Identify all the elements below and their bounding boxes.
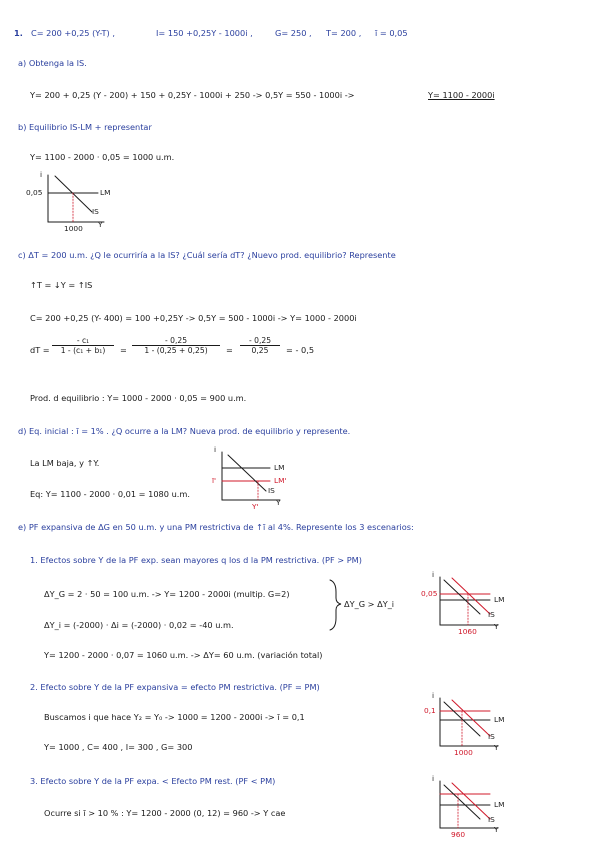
graph-b-i-axis-label: i (40, 170, 43, 179)
graph-e2-y-value: 1000 (454, 748, 473, 757)
graph-e1-i-value: 0,05 (421, 589, 438, 598)
section-c-prod: Prod. d equilibrio : Y= 1000 - 2000 · 0,05 = 900 u.m. (30, 393, 247, 403)
scenario-1-line1: ΔY_G = 2 · 50 = 100 u.m. -> Y= 1200 - 2000i (multip. G=2) (44, 589, 290, 599)
graph-e3-i-axis-label: i (432, 774, 435, 783)
graph-b-is-label: IS (92, 207, 99, 216)
scenario-2-line2: Y= 1000 , C= 400 , I= 300 , G= 300 (44, 742, 193, 752)
graph-b-i-value: 0,05 (26, 188, 43, 197)
graph-e1-i-axis-label: i (432, 570, 435, 579)
dt-fraction-values-num: - 0,25 (132, 336, 220, 346)
graph-e1-y-axis-label: Y (494, 622, 499, 631)
graph-e3-lm-label: LM (494, 800, 505, 809)
graph-b-y-value: 1000 (64, 224, 83, 233)
graph-b-lm-label: LM (100, 188, 111, 197)
section-c-line1: ↑T = ↓Y = ↑IS (30, 280, 93, 290)
section-d-line1: La LM baja, y ↑Y. (30, 458, 100, 468)
scenario-1-title: 1. Efectos sobre Y de la PF exp. sean mayores q los d la PM restrictiva. (PF > PM) (30, 555, 362, 565)
graph-e2-i-axis-label: i (432, 691, 435, 700)
taxes: T= 200 , (326, 28, 362, 38)
section-b-equation: Y= 1100 - 2000 · 0,05 = 1000 u.m. (30, 152, 175, 162)
graph-e2-y-axis-label: Y (494, 743, 499, 752)
graph-d-is-label: IS (268, 486, 275, 495)
graph-e1-y-value: 1060 (458, 627, 477, 636)
government-spending: G= 250 , (275, 28, 312, 38)
section-c-line2: C= 200 +0,25 (Y- 400) = 100 +0,25Y -> 0,5Y = 500 - 1000i -> Y= 1000 - 2000i (30, 313, 357, 323)
section-d-line2: Eq: Y= 1100 - 2000 · 0,01 = 1080 u.m. (30, 489, 190, 499)
section-b-title: b) Equilibrio IS-LM + representar (18, 122, 152, 132)
graph-e3-y-axis-label: Y (494, 825, 499, 834)
dt-fraction-simplified-den: 0,25 (251, 346, 269, 355)
graph-e1-is-label: IS (488, 610, 495, 619)
scenario-2-line1: Buscamos i que hace Y₂ = Y₀ -> 1000 = 1200 - 2000i -> ī = 0,1 (44, 712, 305, 722)
scenario-2-title: 2. Efecto sobre Y de la PF expansiva = efecto PM restrictiva. (PF = PM) (30, 682, 320, 692)
scenario-1-line3: Y= 1200 - 2000 · 0,07 = 1060 u.m. -> ΔY= 60 u.m. (variación total) (44, 650, 323, 660)
dt-fraction-simplified-num: - 0,25 (240, 336, 280, 346)
scenario-1-line2: ΔY_i = (-2000) · Δi = (-2000) · 0,02 = -40 u.m. (44, 620, 234, 630)
consumption-function: C= 200 +0,25 (Y-T) , (31, 28, 115, 38)
scenario-3-title: 3. Efecto sobre Y de la PF expa. < Efecto PM rest. (PF < PM) (30, 776, 276, 786)
scenario-1-brace-result: ΔY_G > ΔY_i (344, 599, 395, 609)
section-c-title: c) ΔT = 200 u.m. ¿Q le ocurriría a la IS? ¿Cuál sería dT? ¿Nuevo prod. equilibrio? Represente (18, 250, 396, 260)
section-a-title: a) Obtenga la IS. (18, 58, 87, 68)
dt-equals-1: = (120, 345, 127, 355)
graph-d-i-axis-label: i (214, 445, 217, 454)
graph-e2-is-label: IS (488, 732, 495, 741)
section-a-result: Y= 1100 - 2000i (428, 90, 495, 100)
section-a-equation: Y= 200 + 0,25 (Y - 200) + 150 + 0,25Y - 1000i + 250 -> 0,5Y = 550 - 1000i -> (30, 90, 355, 100)
graph-e2-i-value: 0,1 (424, 706, 436, 715)
graph-e3-y-value: 960 (451, 830, 466, 839)
interest-rate: ī = 0,05 (375, 28, 408, 38)
scenario-3-line1: Ocurre si ī > 10 % : Y= 1200 - 2000 (0, 12) = 960 -> Y cae (44, 808, 286, 818)
section-d-title: d) Eq. inicial : ī = 1% . ¿Q ocurre a la LM? Nueva prod. de equilibrio y represente. (18, 426, 351, 436)
dt-fraction-values-den: 1 - (0,25 + 0,25) (144, 346, 208, 355)
exercise-number: 1. (14, 28, 23, 38)
graph-b-y-axis-label: Y (98, 220, 103, 229)
dt-fraction-general-num: - c₁ (52, 336, 114, 346)
graph-d-lm-label: LM (274, 463, 285, 472)
graph-d-i-mark: ī' (212, 476, 217, 485)
dt-fraction-general-den: 1 - (c₁ + b₁) (60, 346, 106, 355)
investment-function: I= 150 +0,25Y - 1000i , (156, 28, 253, 38)
graph-e3-is-label: IS (488, 815, 495, 824)
dt-result: = - 0,5 (286, 345, 315, 355)
graph-d-y-mark: Y' (252, 502, 259, 511)
graph-e2-lm-label: LM (494, 715, 505, 724)
section-e-title: e) PF expansiva de ΔG en 50 u.m. y una PM restrictiva de ↑ī al 4%. Represente los 3 escenarios: (18, 522, 414, 532)
graph-d-lm2-label: LM' (274, 476, 287, 485)
dt-equals-2: = (226, 345, 233, 355)
graph-e1-lm-label: LM (494, 595, 505, 604)
dt-label: dT = (30, 345, 50, 355)
graph-d-y-axis-label: Y (276, 498, 281, 507)
